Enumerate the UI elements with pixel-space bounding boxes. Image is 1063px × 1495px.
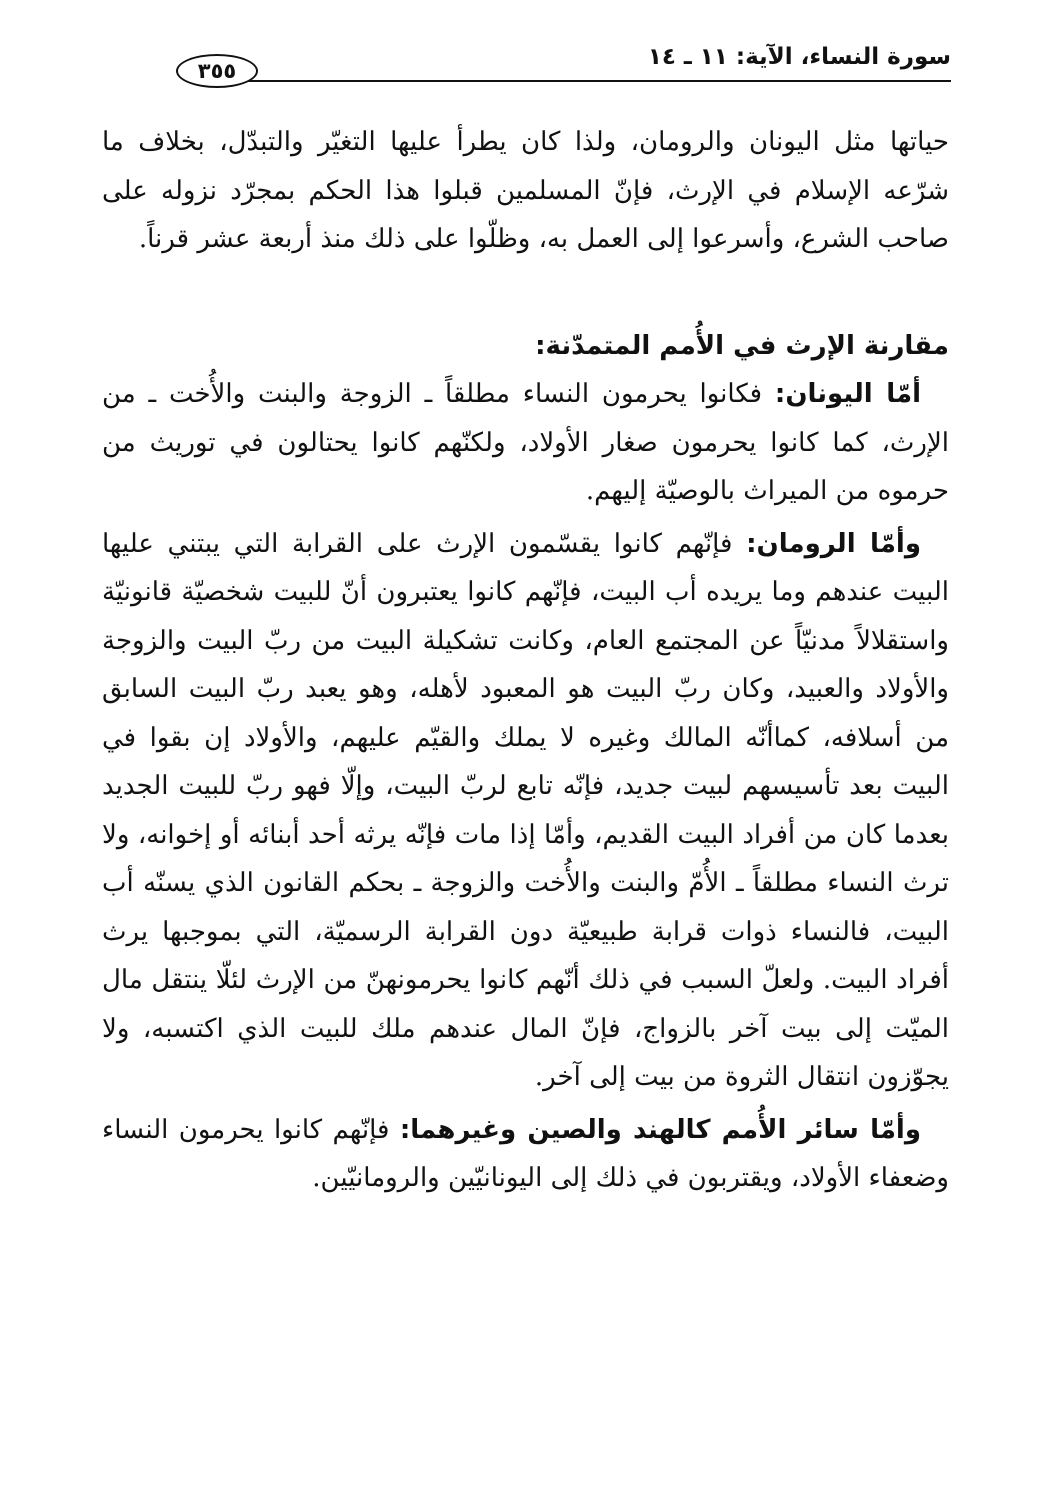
paragraph-lead-other-nations: وأمّا سائر الأُمم كالهند والصين وغيرهما: <box>399 1114 921 1145</box>
page-number: ٣٥٥ <box>176 54 258 88</box>
paragraph-text-romans: فإنّهم كانوا يقسّمون الإرث على القرابة التي يبتني عليها البيت عندهم وما يريده أب البيت، فإنّهم كانوا يعتبرون أنّ للبيت شخصيّة قانونيّة واستقلالاً مدنيّاً عن المجتمع العام، وكانت تشكيلة البيت من ربّ البيت والزوجة والأولاد والعبيد، وكان ربّ البيت هو المعبود لأهله، وهو يعبد ربّ البيت السابق من أسلافه، كماأنّه المالك وغيره لا يملك والقيّم عليهم، والأولاد إن بقوا في البيت بعد تأسيسهم لبيت جديد، فإنّه تابع لربّ البيت، وإلّا فهو ربّ للبيت الجديد بعدما كان من أفراد البيت القديم، وأمّا إذا مات فإنّه يرثه أحد أبنائه أو إخوانه، ولا ترث النساء مطلقاً ـ الأُمّ والبنت والأُخت والزوجة ـ بحكم القانون الذي يسنّه أب البيت، فالنساء ذوات قرابة طبيعيّة دون القرابة الرسميّة، التي بموجبها يرث أفراد البيت. ولعلّ السبب في ذلك أنّهم كانوا يحرمونهنّ من الإرث لئلّا ينتقل مال الميّت إلى بيت آخر بالزواج، فإنّ المال عندهم ملك للبيت الذي اكتسبه، ولا يجوّزون انتقال الثروة من بيت إلى آخر. <box>102 528 949 1092</box>
paragraph-lead-romans: وأمّا الرومان: <box>746 528 921 559</box>
paragraph-lead-greeks: أمّا اليونان: <box>774 379 921 409</box>
intro-paragraph: حياتها مثل اليونان والرومان، ولذا كان يطرأ عليها التغيّر والتبدّل، بخلاف ما شرّعه الإسلام في الإرث، فإنّ المسلمين قبلوا هذا الحكم بمجرّد نزوله على صاحب الشرع، وأسرعوا إلى العمل به، وظلّوا على ذلك منذ أربعة عشر قرناً. <box>102 127 949 254</box>
paragraph-other-nations <box>102 1106 949 1203</box>
page-header <box>108 40 951 90</box>
section-heading: مقارنة الإرث في الأُمم المتمدّنة: <box>535 330 949 361</box>
paragraph-greeks <box>102 370 949 516</box>
main-text <box>102 118 949 1203</box>
header-rule <box>208 80 951 82</box>
running-title: سورة النساء، الآية: ١١ ـ ١٤ <box>647 44 951 70</box>
paragraph-text-other-nations: فإنّهم كانوا يحرمون النساء وضعفاء الأولاد، ويقتربون في ذلك إلى اليونانيّين والرومانيّين. <box>102 1114 949 1193</box>
paragraph-text-greeks: فكانوا يحرمون النساء مطلقاً ـ الزوجة والبنت والأُخت ـ من الإرث، كما كانوا يحرمون صغار الأولاد، ولكنّهم كانوا يحتالون في توريث من حرموه من الميراث بالوصيّة إليهم. <box>102 379 949 506</box>
paragraph-romans <box>102 520 949 1102</box>
